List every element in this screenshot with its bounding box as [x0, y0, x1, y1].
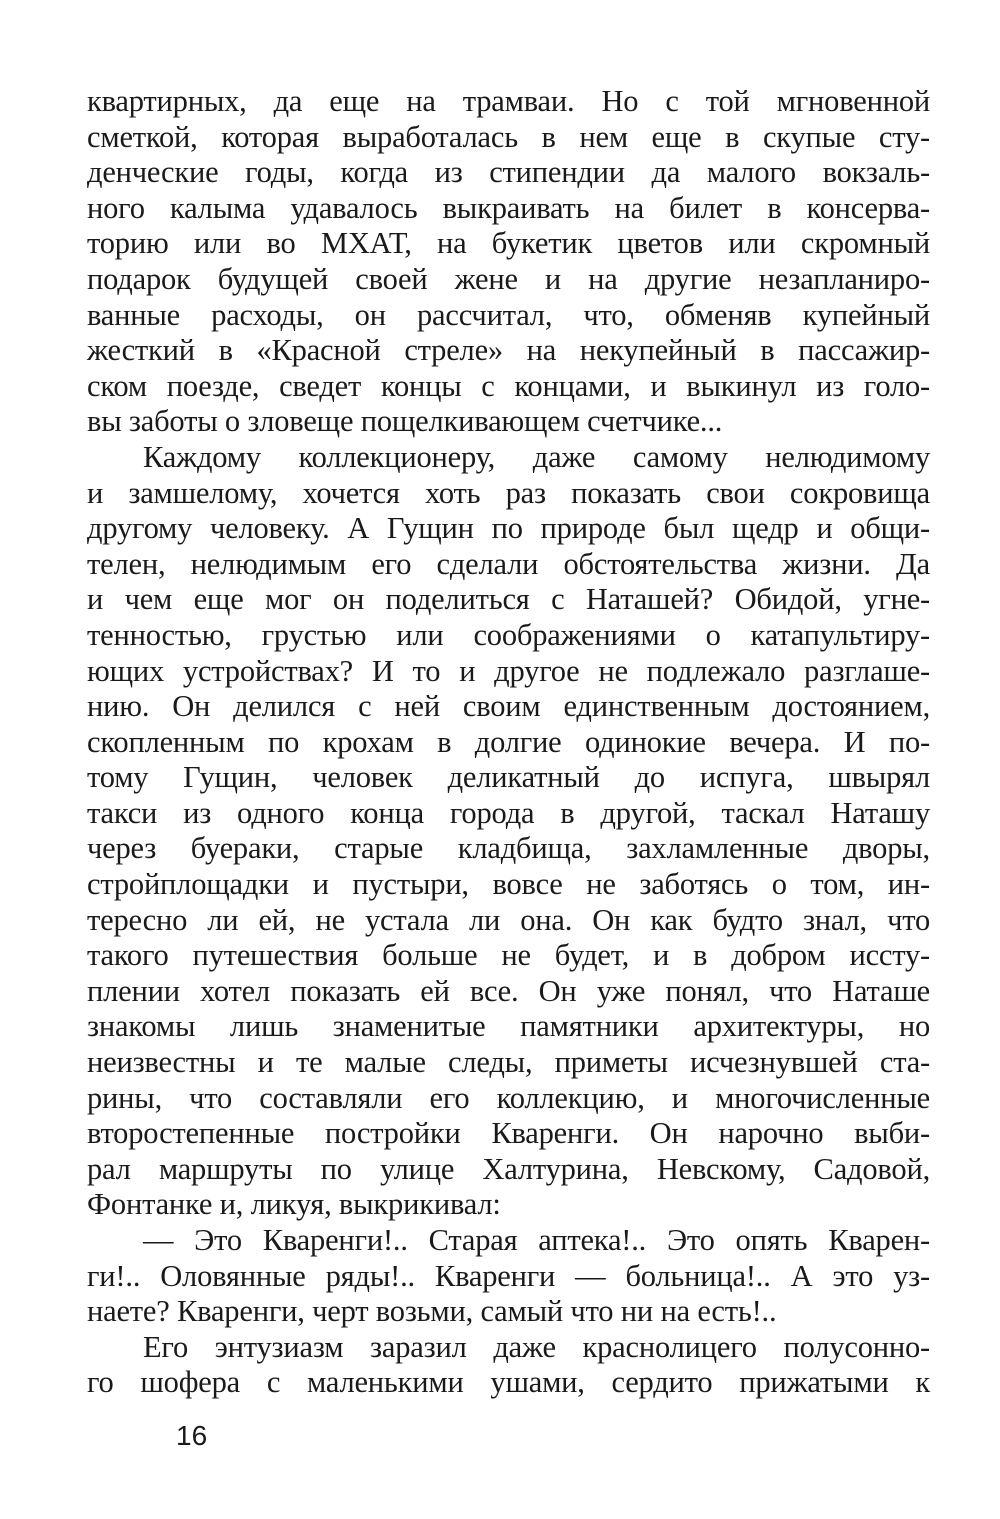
paragraph [87, 84, 930, 440]
text-line: торию или во МХАТ, на букетик цветов или скромный [87, 226, 930, 261]
text-line: ющих устройствах? И то и другое не подлежало разглаше- [87, 653, 930, 688]
text-line: знакомы лишь знаменитые памятники архитектуры, но [87, 1009, 930, 1044]
text-line: тенностью, грустью или соображениями о катапультиру- [87, 617, 930, 652]
text-line: второстепенные постройки Кваренги. Он нарочно выби- [87, 1116, 930, 1151]
text-line: сметкой, которая выработалась в нем еще в скупые сту- [87, 119, 930, 154]
paragraph [87, 1330, 930, 1401]
text-line: ного калыма удавалось выкраивать на билет в консерва- [87, 190, 930, 225]
body-text [87, 84, 930, 1401]
text-line: Его энтузиазм заразил даже краснолицего полусонно- [143, 1329, 930, 1364]
text-line: и замшелому, хочется хоть раз показать свои сокровища [87, 475, 930, 510]
text-line: ском поезде, сведет концы с концами, и выкинул из голо- [87, 368, 930, 403]
text-line: скопленным по крохам в долгие одинокие вечера. И по- [87, 724, 930, 759]
text-line: неизвестны и те малые следы, приметы исчезнувшей ста- [87, 1045, 930, 1080]
text-line: — Это Кваренги!.. Старая аптека!.. Это опять Кварен- [143, 1223, 930, 1257]
text-line: телен, нелюдимым его сделали обстоятельства жизни. Да [87, 546, 930, 581]
text-line: такого путешествия больше не будет, и в добром иссту- [87, 938, 930, 973]
text-line: ги!.. Оловянные ряды!.. Кваренги — больница!.. А это уз- [87, 1258, 930, 1293]
text-line: нию. Он делился с ней своим единственным достоянием, [87, 689, 930, 724]
text-line: рал маршруты по улице Халтурина, Невскому, Садовой, [87, 1151, 930, 1186]
text-line: другому человеку. А Гущин по природе был щедр и общи- [87, 511, 930, 546]
text-line: тому Гущин, человек деликатный до испуга, швырял [87, 760, 930, 795]
text-line: через буераки, старые кладбища, захламленные дворы, [87, 831, 930, 866]
page-number: 16 [176, 1420, 208, 1451]
text-line: жесткий в «Красной стреле» на некупейный в пассажир- [87, 333, 930, 368]
paragraph [87, 1223, 930, 1330]
text-line: стройплощадки и пустыри, вовсе не заботясь о том, ин- [87, 867, 930, 902]
text-line: ванные расходы, он рассчитал, что, обменяв купейный [87, 297, 930, 332]
text-line: рины, что составляли его коллекцию, и многочисленные [87, 1080, 930, 1115]
paragraph [87, 440, 930, 1223]
text-line: подарок будущей своей жене и на другие незапланиро- [87, 261, 930, 296]
text-line: квартирных, да еще на трамваи. Но с той мгновенной [87, 84, 930, 118]
text-line: наете? Кваренги, черт возьми, самый что ни на есть!.. [87, 1294, 777, 1329]
text-line: вы заботы о зловеще пощелкивающем счетчике... [87, 404, 723, 439]
text-line: тересно ли ей, не устала ли она. Он как будто знал, что [87, 902, 930, 937]
text-line: и чем еще мог он поделиться с Наташей? Обидой, угне- [87, 582, 930, 617]
text-line: Фонтанке и, ликуя, выкрикивал: [87, 1187, 501, 1222]
text-line: плении хотел показать ей все. Он уже понял, что Наташе [87, 973, 930, 1008]
text-line: Каждому коллекционеру, даже самому нелюдимому [143, 439, 930, 474]
text-line: го шофера с маленькими ушами, сердито прижатыми к [87, 1365, 930, 1400]
text-line: такси из одного конца города в другой, таскал Наташу [87, 795, 930, 830]
text-line: денческие годы, когда из стипендии да малого вокзаль- [87, 155, 930, 190]
